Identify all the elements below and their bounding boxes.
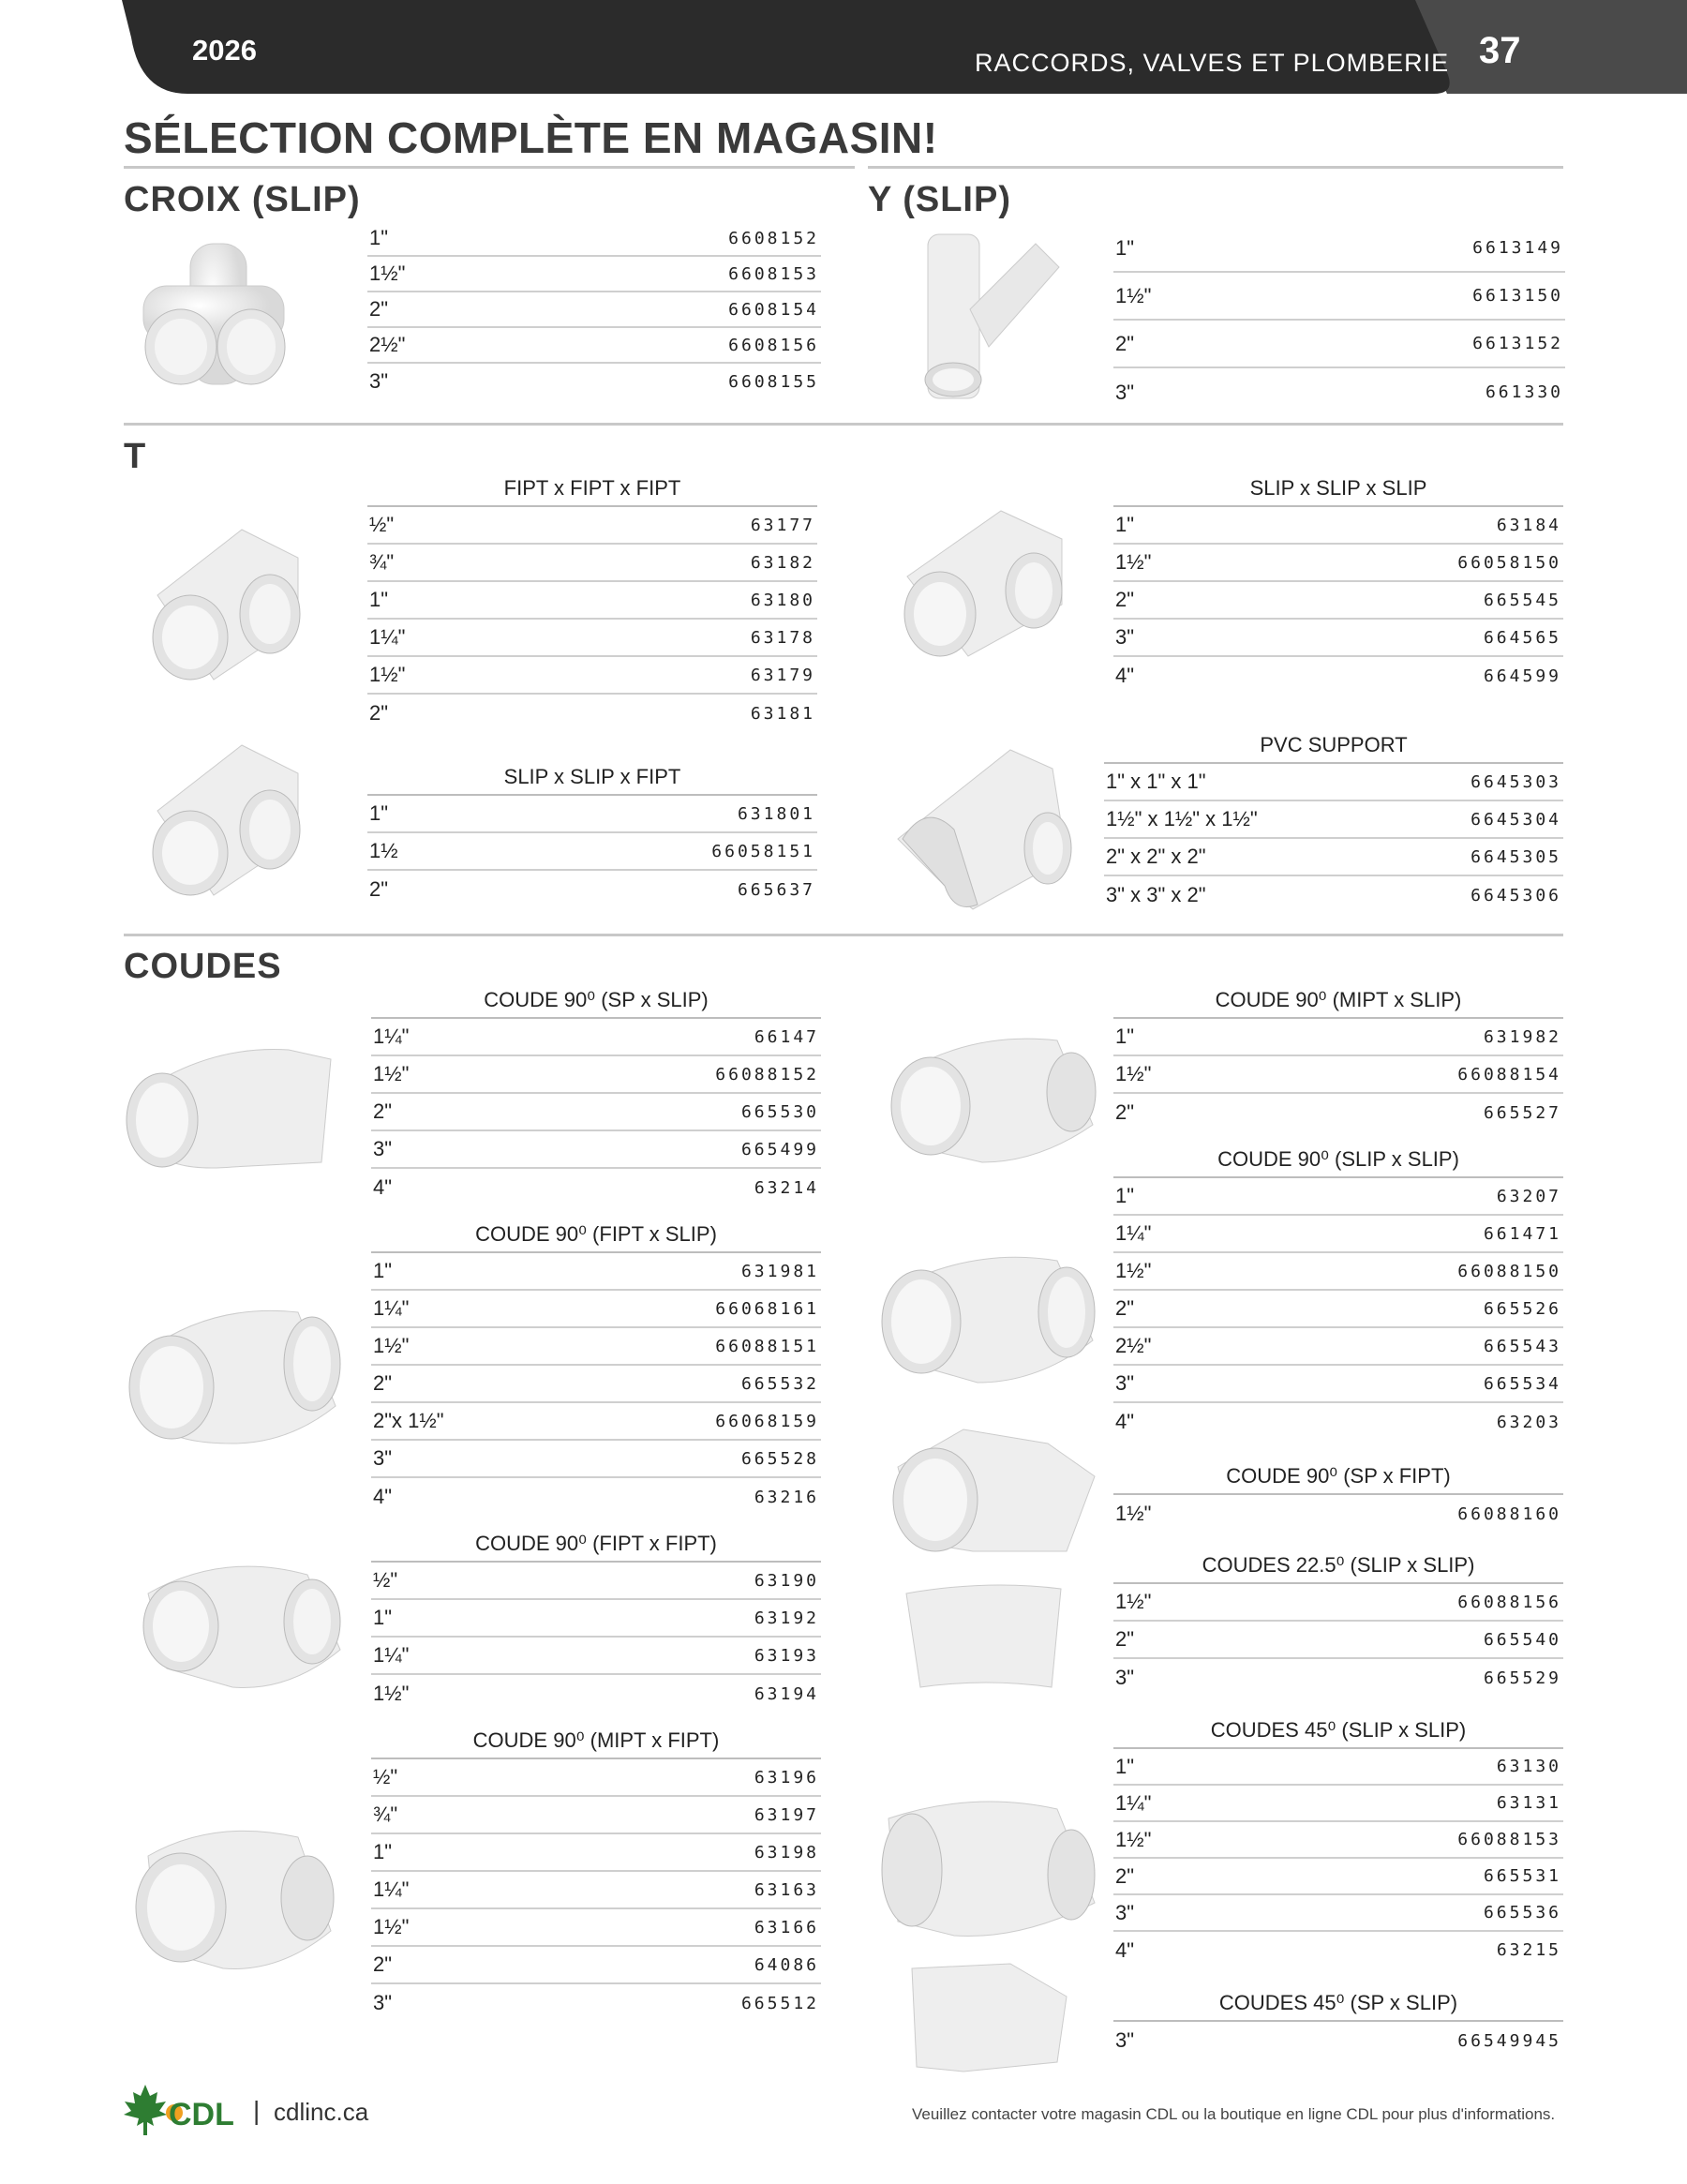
- product-code-cell: 63180: [750, 590, 815, 610]
- size-cell: 4": [1115, 1410, 1135, 1433]
- product-code-cell: 665637: [737, 879, 815, 900]
- tee-slip-fipt-image: [139, 736, 312, 905]
- table-row: [367, 545, 817, 582]
- table-row: [371, 1056, 821, 1094]
- footer-note: Veuillez contacter votre magasin CDL ou la boutique en ligne CDL pour plus d'informations.: [912, 2105, 1556, 2123]
- size-cell: 1½": [1115, 1827, 1152, 1851]
- product-code-cell: 63179: [750, 665, 815, 685]
- table-row: [1113, 1253, 1563, 1291]
- product-code-cell: 63163: [754, 1879, 819, 1900]
- product-code-cell: 63207: [1496, 1186, 1561, 1206]
- size-cell: 3": [1115, 1371, 1135, 1395]
- size-cell: 1½": [1115, 1062, 1152, 1085]
- product-code-cell: 665531: [1483, 1866, 1561, 1886]
- product-code-cell: 63166: [754, 1917, 819, 1937]
- size-cell: 1": [1115, 1754, 1135, 1778]
- table-row: [1113, 1328, 1563, 1366]
- size-cell: 1¼": [369, 625, 406, 649]
- product-code-cell: 6608152: [728, 228, 819, 248]
- elbow-fipt-slip-table: [371, 1218, 821, 1516]
- size-cell: ½": [373, 1765, 398, 1788]
- table-row: [1113, 1366, 1563, 1403]
- tee-fipt-image: [139, 520, 312, 689]
- product-code-cell: 66088153: [1457, 1830, 1561, 1849]
- table-row: [367, 221, 821, 257]
- size-cell: 2": [1115, 1100, 1135, 1124]
- size-cell: 4": [373, 1175, 393, 1199]
- table-row: [1113, 321, 1565, 368]
- table-row: [371, 1291, 821, 1328]
- table-row: [371, 1675, 821, 1713]
- tee-fipt-table: [367, 471, 817, 732]
- divider: [868, 166, 1563, 169]
- product-code-cell: 63193: [754, 1645, 819, 1666]
- table-heading: COUDES 45⁰ (SP x SLIP): [1113, 1986, 1563, 2022]
- table-row: [1113, 1584, 1563, 1622]
- table-heading: SLIP x SLIP x SLIP: [1113, 471, 1563, 507]
- table-row: [367, 328, 821, 364]
- product-code-cell: 63214: [754, 1177, 819, 1198]
- table-row: [371, 1638, 821, 1675]
- wye-fitting-image: [914, 225, 1064, 403]
- table-row: [1104, 839, 1563, 876]
- size-cell: 2" x 2" x 2": [1106, 845, 1206, 868]
- size-cell: 2": [373, 1371, 393, 1395]
- product-code-cell: 66088154: [1457, 1064, 1561, 1085]
- product-code-cell: 66088152: [715, 1064, 819, 1085]
- size-cell: 1": [369, 588, 389, 611]
- product-code-cell: 665536: [1483, 1903, 1561, 1922]
- table-row: [367, 507, 817, 545]
- size-cell: 1½": [369, 663, 406, 686]
- table-row: [367, 620, 817, 657]
- y-slip-table: [1113, 225, 1565, 416]
- size-cell: 2": [369, 297, 389, 321]
- size-cell: 1½": [1115, 283, 1152, 307]
- product-code-cell: 66088160: [1457, 1503, 1561, 1524]
- size-cell: 2": [369, 701, 389, 725]
- product-code-cell: 63203: [1496, 1412, 1561, 1432]
- elbow-fipt-slip-image: [120, 1294, 345, 1453]
- size-cell: 4": [1115, 664, 1135, 687]
- tee-slip-image: [888, 501, 1076, 666]
- product-code-cell: 6645303: [1471, 771, 1561, 792]
- elbow-mipt-fipt-table: [371, 1724, 821, 2022]
- croix-title: CROIX (SLIP): [124, 180, 361, 219]
- catalog-year: 2026: [192, 34, 257, 67]
- product-code-cell: 63196: [754, 1767, 819, 1788]
- table-row: [1113, 273, 1565, 321]
- size-cell: 4": [373, 1485, 393, 1508]
- product-code-cell: 63131: [1496, 1793, 1561, 1813]
- size-cell: 4": [1115, 1937, 1135, 1962]
- table-row: [1113, 225, 1565, 273]
- size-cell: 3": [373, 1446, 393, 1470]
- product-code-cell: 665540: [1483, 1629, 1561, 1650]
- size-cell: 3": [1115, 625, 1135, 649]
- elbow-22-image: [902, 1579, 1070, 1697]
- table-row: [1113, 1786, 1563, 1822]
- elbow-mipt-slip-table: [1113, 983, 1563, 1131]
- table-row: [367, 657, 817, 695]
- size-cell: 1" x 1" x 1": [1106, 770, 1206, 793]
- size-cell: 1½": [373, 1334, 410, 1357]
- size-cell: ½": [373, 1568, 398, 1592]
- table-row: [1113, 620, 1563, 657]
- tee-slip-table: [1113, 471, 1563, 695]
- table-row: [1113, 1822, 1563, 1859]
- table-row: [371, 1169, 821, 1206]
- size-cell: 1¼": [1115, 1221, 1152, 1245]
- table-row: [371, 1131, 821, 1169]
- table-heading: COUDE 90⁰ (SLIP x SLIP): [1113, 1143, 1563, 1178]
- table-row: [371, 1094, 821, 1131]
- table-heading: COUDES 22.5⁰ (SLIP x SLIP): [1113, 1548, 1563, 1584]
- croix-table: [367, 221, 821, 399]
- size-cell: 2"x 1½": [373, 1409, 444, 1432]
- elbow-sp-fipt-image: [879, 1420, 1104, 1561]
- table-row: [1113, 1291, 1563, 1328]
- table-row: [371, 1759, 821, 1797]
- size-cell: 1": [1115, 235, 1135, 260]
- table-row: [1104, 801, 1563, 839]
- product-code-cell: 63198: [754, 1842, 819, 1862]
- size-cell: 3": [373, 1137, 393, 1160]
- table-row: [371, 1909, 821, 1947]
- product-code-cell: 63184: [1496, 515, 1561, 535]
- table-row: [1113, 1495, 1563, 1533]
- product-code-cell: 63192: [754, 1608, 819, 1628]
- product-code-cell: 6608156: [728, 335, 819, 355]
- product-code-cell: 6645304: [1471, 809, 1561, 830]
- size-cell: 1½" x 1½" x 1½": [1106, 807, 1258, 830]
- product-code-cell: 631801: [737, 803, 815, 824]
- size-cell: 3": [1115, 380, 1135, 404]
- size-cell: 1": [369, 801, 389, 825]
- table-row: [371, 1872, 821, 1909]
- table-row: [371, 1478, 821, 1516]
- tee-support-image: [888, 745, 1081, 914]
- table-row: [1113, 2022, 1563, 2059]
- product-code-cell: 6608153: [728, 263, 819, 284]
- size-cell: 2": [373, 1952, 393, 1976]
- size-cell: 2": [1115, 1627, 1135, 1651]
- product-code-cell: 665543: [1483, 1336, 1561, 1356]
- product-code-cell: 665534: [1483, 1373, 1561, 1394]
- divider: [124, 166, 855, 169]
- size-cell: 1½": [1115, 1590, 1152, 1613]
- table-row: [1113, 582, 1563, 620]
- table-row: [367, 582, 817, 620]
- table-row: [367, 364, 821, 399]
- product-code-cell: 665530: [740, 1101, 819, 1122]
- size-cell: 3" x 3" x 2": [1106, 883, 1206, 906]
- product-code-cell: 66068161: [715, 1298, 819, 1319]
- product-code-cell: 665528: [740, 1448, 819, 1469]
- product-code-cell: 6613150: [1472, 286, 1563, 306]
- size-cell: 1½": [373, 1915, 410, 1938]
- size-cell: 1¼": [373, 1643, 410, 1667]
- size-cell: 1½: [369, 839, 398, 862]
- product-code-cell: 665532: [740, 1373, 819, 1394]
- table-row: [371, 1019, 821, 1056]
- elbow-sp-slip-image: [120, 1031, 336, 1181]
- size-cell: 3": [373, 1991, 393, 2014]
- elbow-45-sp-image: [907, 1959, 1076, 2076]
- table-row: [1113, 1932, 1563, 1968]
- table-row: [1113, 545, 1563, 582]
- table-row: [367, 292, 821, 328]
- product-code-cell: 664565: [1483, 627, 1561, 648]
- size-cell: 1½": [1115, 1259, 1152, 1282]
- elbow-45-slip-image: [870, 1781, 1099, 1945]
- product-code-cell: 63130: [1496, 1757, 1561, 1776]
- product-code-cell: 665499: [740, 1139, 819, 1159]
- product-code-cell: 6645306: [1471, 885, 1561, 905]
- table-row: [371, 1253, 821, 1291]
- product-code-cell: 63178: [750, 627, 815, 648]
- table-row: [371, 1797, 821, 1834]
- table-row: [1104, 876, 1563, 914]
- product-code-cell: 6645305: [1471, 846, 1561, 867]
- elbow-mipt-fipt-image: [120, 1809, 336, 1978]
- size-cell: ¾": [369, 550, 395, 574]
- table-row: [371, 1984, 821, 2022]
- footer-divider: |: [253, 2096, 261, 2125]
- product-code-cell: 631982: [1483, 1026, 1561, 1047]
- t-title: T: [124, 437, 147, 476]
- table-row: [367, 695, 817, 732]
- product-code-cell: 63194: [754, 1683, 819, 1704]
- table-row: [371, 1563, 821, 1600]
- elbow-fipt-fipt-image: [129, 1547, 345, 1697]
- size-cell: 1¼": [1115, 1790, 1152, 1815]
- size-cell: 2": [1115, 588, 1135, 611]
- product-code-cell: 665526: [1483, 1298, 1561, 1319]
- size-cell: 1": [373, 1840, 393, 1863]
- table-row: [371, 1947, 821, 1984]
- table-row: [371, 1600, 821, 1638]
- elbow-sp-fipt-table: [1113, 1459, 1563, 1533]
- product-code-cell: 63216: [754, 1487, 819, 1507]
- product-code-cell: 66088156: [1457, 1592, 1561, 1612]
- product-code-cell: 66088150: [1457, 1261, 1561, 1281]
- table-row: [371, 1441, 821, 1478]
- page-number: 37: [1479, 30, 1521, 71]
- size-cell: 2": [1115, 331, 1135, 355]
- product-code-cell: 64086: [754, 1954, 819, 1975]
- size-cell: ¾": [373, 1803, 398, 1826]
- table-row: [367, 871, 817, 908]
- table-heading: SLIP x SLIP x FIPT: [367, 760, 817, 796]
- table-heading: COUDE 90⁰ (FIPT x SLIP): [371, 1218, 821, 1253]
- tee-slip-fipt-table: [367, 760, 817, 908]
- product-code-cell: 665512: [740, 1993, 819, 2013]
- table-row: [1113, 1749, 1563, 1786]
- table-row: [367, 833, 817, 871]
- cross-fitting-image: [139, 234, 289, 394]
- product-code-cell: 6613152: [1472, 334, 1563, 353]
- size-cell: 1½": [1115, 550, 1152, 574]
- size-cell: 3": [1115, 1900, 1135, 1924]
- table-row: [1113, 507, 1563, 545]
- table-heading: COUDES 45⁰ (SLIP x SLIP): [1113, 1713, 1563, 1749]
- product-code-cell: 66549945: [1457, 2030, 1561, 2051]
- elbow-slip-slip-table: [1113, 1143, 1563, 1441]
- size-cell: 1½": [1115, 1502, 1152, 1525]
- table-row: [1104, 764, 1563, 801]
- size-cell: 2½": [369, 333, 406, 356]
- size-cell: 1¼": [373, 1025, 410, 1048]
- size-cell: 1": [373, 1606, 393, 1629]
- table-row: [371, 1834, 821, 1872]
- table-row: [1113, 1056, 1563, 1094]
- table-heading: COUDE 90⁰ (SP x SLIP): [371, 983, 821, 1019]
- product-code-cell: 665527: [1483, 1102, 1561, 1123]
- table-row: [1113, 1659, 1563, 1697]
- size-cell: 2½": [1115, 1334, 1152, 1357]
- table-heading: PVC SUPPORT: [1104, 728, 1563, 764]
- size-cell: 1¼": [373, 1296, 410, 1320]
- product-code-cell: 66058151: [711, 841, 815, 861]
- table-row: [1113, 1622, 1563, 1659]
- table-row: [1113, 1216, 1563, 1253]
- size-cell: 1": [369, 226, 389, 249]
- size-cell: ½": [369, 513, 395, 536]
- product-code-cell: 6608155: [728, 371, 819, 392]
- product-code-cell: 631981: [740, 1261, 819, 1281]
- product-code-cell: 63190: [754, 1570, 819, 1591]
- elbow-mipt-slip-image: [879, 1022, 1099, 1172]
- divider: [124, 934, 1563, 936]
- size-cell: 3": [1115, 1666, 1135, 1689]
- size-cell: 1½": [373, 1682, 410, 1705]
- table-heading: COUDE 90⁰ (MIPT x FIPT): [371, 1724, 821, 1759]
- elbow-45-slip-table: [1113, 1713, 1563, 1968]
- elbow-slip-slip-image: [870, 1237, 1099, 1392]
- pvc-support-table: [1104, 728, 1563, 914]
- product-code-cell: 63177: [750, 515, 815, 535]
- product-code-cell: 66147: [754, 1026, 819, 1047]
- product-code-cell: 6613149: [1472, 238, 1563, 258]
- size-cell: 3": [369, 369, 389, 393]
- product-code-cell: 6608154: [728, 299, 819, 320]
- product-code-cell: 665545: [1483, 590, 1561, 610]
- size-cell: 2": [369, 877, 389, 901]
- coudes-title: COUDES: [124, 947, 282, 986]
- product-code-cell: 66068159: [715, 1411, 819, 1431]
- y-slip-title: Y (SLIP): [868, 180, 1011, 219]
- size-cell: 3": [1115, 2028, 1135, 2052]
- size-cell: 1½": [369, 262, 406, 285]
- table-row: [371, 1366, 821, 1403]
- page-title: SÉLECTION COMPLÈTE EN MAGASIN!: [124, 113, 938, 162]
- elbow-fipt-fipt-table: [371, 1527, 821, 1713]
- size-cell: 2": [1115, 1296, 1135, 1320]
- table-row: [1113, 1019, 1563, 1056]
- brand-logo: CDL: [169, 2097, 234, 2132]
- size-cell: 1": [1115, 1025, 1135, 1048]
- table-row: [1113, 368, 1565, 416]
- size-cell: 2": [373, 1099, 393, 1123]
- divider: [124, 423, 1563, 426]
- size-cell: 1": [1115, 1184, 1135, 1207]
- size-cell: 1": [373, 1259, 393, 1282]
- product-code-cell: 63181: [750, 703, 815, 724]
- size-cell: 2": [1115, 1863, 1135, 1888]
- table-row: [1113, 1859, 1563, 1895]
- table-heading: COUDE 90⁰ (SP x FIPT): [1113, 1459, 1563, 1495]
- size-cell: 1¼": [373, 1877, 410, 1901]
- table-row: [1113, 1094, 1563, 1131]
- table-heading: FIPT x FIPT x FIPT: [367, 471, 817, 507]
- size-cell: 1": [1115, 513, 1135, 536]
- product-code-cell: 664599: [1483, 666, 1561, 686]
- table-row: [1113, 1178, 1563, 1216]
- product-code-cell: 66058150: [1457, 552, 1561, 573]
- website-link[interactable]: cdlinc.ca: [274, 2098, 369, 2126]
- table-row: [367, 796, 817, 833]
- table-row: [1113, 1895, 1563, 1932]
- product-code-cell: 66088151: [715, 1336, 819, 1356]
- elbow-22-table: [1113, 1548, 1563, 1697]
- table-heading: COUDE 90⁰ (MIPT x SLIP): [1113, 983, 1563, 1019]
- product-code-cell: 63182: [750, 552, 815, 573]
- product-code-cell: 63197: [754, 1804, 819, 1825]
- table-row: [1113, 1403, 1563, 1441]
- table-row: [371, 1403, 821, 1441]
- product-code-cell: 63215: [1496, 1940, 1561, 1960]
- table-row: [371, 1328, 821, 1366]
- table-row: [1113, 657, 1563, 695]
- size-cell: 1½": [373, 1062, 410, 1085]
- product-code-cell: 665529: [1483, 1668, 1561, 1688]
- section-name: RACCORDS, VALVES ET PLOMBERIE: [975, 49, 1450, 77]
- table-row: [367, 257, 821, 292]
- table-heading: COUDE 90⁰ (FIPT x FIPT): [371, 1527, 821, 1563]
- elbow-45-sp-slip-table: [1113, 1986, 1563, 2059]
- product-code-cell: 661330: [1485, 382, 1563, 402]
- product-code-cell: 661471: [1483, 1223, 1561, 1244]
- elbow-sp-slip-table: [371, 983, 821, 1206]
